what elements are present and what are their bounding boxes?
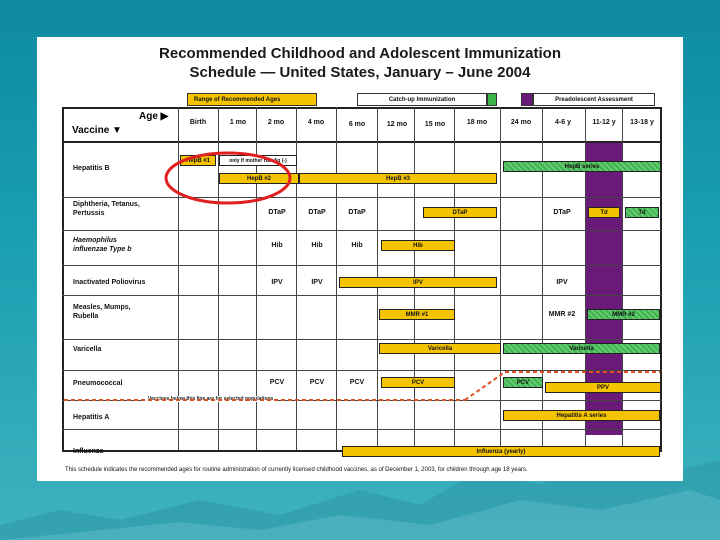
age-12mo: 12 mo <box>386 121 408 128</box>
dose-pcv-6mo: PCV <box>349 379 365 386</box>
row-divider <box>62 429 662 430</box>
bar-hepb1: HepB #1 <box>180 155 216 166</box>
legend-preadolescent: Preadolescent Assessment <box>533 93 655 106</box>
dose-dtap-2mo: DTaP <box>268 209 286 216</box>
bar-hib-12-15mo: Hib <box>381 240 455 251</box>
age-13-18y: 13-18 y <box>630 119 654 126</box>
vaccine-varicella: Varicella <box>73 346 102 353</box>
bar-pcv-catchup: PCV <box>503 377 543 388</box>
dose-dtap-4-6y: DTaP <box>553 209 571 216</box>
age-4mo: 4 mo <box>307 119 325 126</box>
schedule-footnote: This schedule indicates the recommended ages for routine administration of currently licensed childhood vaccines, as of December 1, 2003, for children through age 18 years. <box>65 467 528 473</box>
age-15mo: 15 mo <box>424 121 446 128</box>
bar-td-11-12y: Td <box>588 207 620 218</box>
dose-pcv-2mo: PCV <box>269 379 285 386</box>
age-24mo: 24 mo <box>510 119 532 126</box>
bar-varicella-catchup: Varicella <box>503 343 660 354</box>
bar-hepb2: HepB #2 <box>219 173 299 184</box>
row-divider <box>62 370 662 371</box>
age-6mo: 6 mo <box>348 121 366 128</box>
bar-pcv-12-15mo: PCV <box>381 377 455 388</box>
row-divider <box>62 197 662 198</box>
age-header: Age ▶ <box>139 111 169 122</box>
header-top-line <box>62 107 662 109</box>
dose-hib-2mo: Hib <box>271 242 283 249</box>
bar-varicella: Varicella <box>379 343 501 354</box>
dose-ipv-4-6y: IPV <box>556 279 568 286</box>
dose-mmr2-4-6y: MMR #2 <box>548 311 576 318</box>
age-4-6y: 4-6 y <box>555 119 571 126</box>
schedule-title-line1: Recommended Childhood and Adolescent Immunization <box>159 45 561 62</box>
selected-populations-note: Vaccines below this line are for selected populations <box>145 396 276 402</box>
vaccine-mmr: Measles, Mumps, Rubella <box>73 304 131 320</box>
vaccine-header: Vaccine ▼ <box>72 125 122 136</box>
bar-hepb3: HepB #3 <box>299 173 497 184</box>
bar-hepb1-note: only if mother HBsAg (-) <box>219 155 297 166</box>
age-18mo: 18 mo <box>466 119 488 126</box>
vaccine-pneumococcal: Pneumococcal <box>73 380 123 387</box>
dose-ipv-4mo: IPV <box>311 279 323 286</box>
vaccine-influenza: Influenza <box>73 448 104 455</box>
schedule-title-line2: Schedule — United States, January – June 2004 <box>189 64 531 81</box>
vaccine-hepatitis-a: Hepatitis A <box>73 414 110 421</box>
bar-ppv: PPV <box>545 382 661 393</box>
vaccine-ipv: Inactivated Poliovirus <box>73 279 146 286</box>
dose-ipv-2mo: IPV <box>271 279 283 286</box>
dose-hib-4mo: Hib <box>311 242 323 249</box>
row-divider <box>62 339 662 340</box>
dose-dtap-6mo: DTaP <box>348 209 366 216</box>
bar-mmr2-catchup: MMR #2 <box>587 309 660 320</box>
vaccine-dtap: Diphtheria, Tetanus, Pertussis <box>73 201 140 217</box>
dose-dtap-4mo: DTaP <box>308 209 326 216</box>
bar-hepatitis-a-series: Hepatitis A series <box>503 410 660 421</box>
header-bottom-line <box>62 141 662 143</box>
age-11-12y: 11-12 y <box>592 119 616 126</box>
vaccine-hepatitis-b: Hepatitis B <box>73 165 110 172</box>
dose-hib-6mo: Hib <box>351 242 363 249</box>
bar-ipv-6-18mo: IPV <box>339 277 497 288</box>
age-1mo: 1 mo <box>229 119 247 126</box>
row-divider <box>62 295 662 296</box>
bar-mmr1: MMR #1 <box>379 309 455 320</box>
dose-pcv-4mo: PCV <box>309 379 325 386</box>
legend-catchup: Catch-up Immunization <box>357 93 487 106</box>
vaccine-hib: Haemophilus influenzae Type b <box>73 237 132 253</box>
age-2mo: 2 mo <box>267 119 285 126</box>
row-divider <box>62 265 662 266</box>
row-divider <box>62 230 662 231</box>
age-birth: Birth <box>189 119 207 126</box>
bar-influenza-yearly: Influenza (yearly) <box>342 446 660 457</box>
immunization-schedule-document <box>37 37 683 481</box>
legend-range: Range of Recommended Ages <box>187 93 317 106</box>
bar-td-13-18y: Td <box>625 207 659 218</box>
bar-dtap-15-18mo: DTaP <box>423 207 497 218</box>
bar-hepb-series: HepB series <box>503 161 661 172</box>
